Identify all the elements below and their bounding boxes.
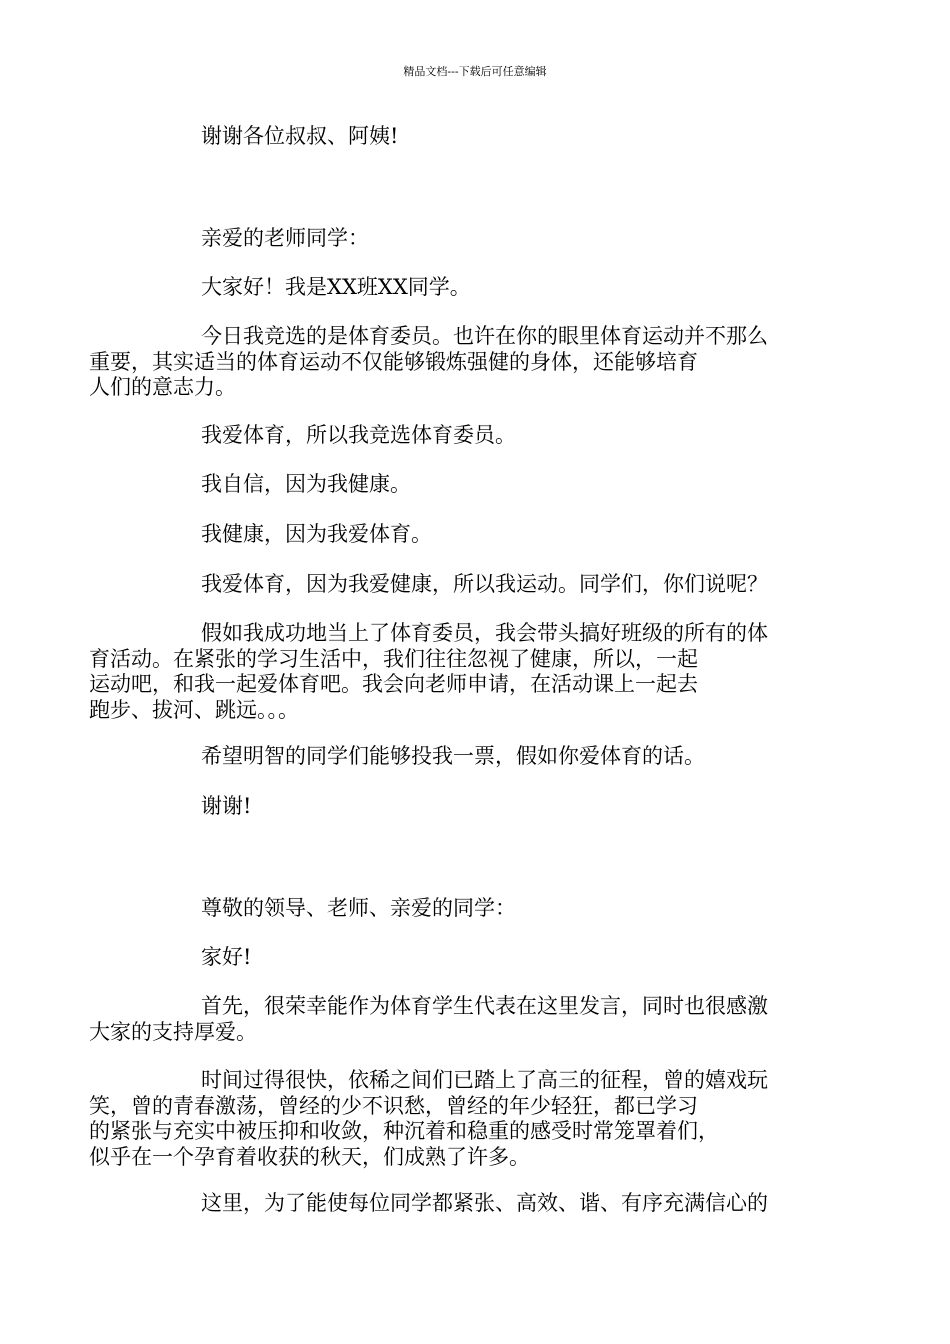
paragraph — [145, 423, 825, 449]
paragraph — [145, 896, 825, 922]
text-line: 似乎在一个孕育着收获的秋天，们成熟了许多。 — [89, 1144, 530, 1169]
paragraph — [145, 1191, 825, 1217]
text-line: 的紧张与充实中被压抑和收敛，种沉着和稳重的感受时常笼罩着们， — [89, 1119, 719, 1143]
paragraph — [89, 324, 825, 401]
paragraph — [145, 744, 825, 770]
text-line: 这里，为了能使每位同学都紧张、高效、谐、有序充满信心的 — [201, 1191, 768, 1215]
paragraph — [89, 994, 825, 1045]
text-line: 我健康，因为我爱体育。 — [201, 522, 432, 546]
paragraph — [145, 794, 825, 820]
text-line: 大家好！我是XX班XX同学。 — [201, 275, 471, 299]
paragraph — [89, 1068, 825, 1170]
text-line: 重要，其实适当的体育运动不仅能够锻炼强健的身体，还能够培育 — [89, 349, 698, 374]
text-line: 育活动。在紧张的学习生活中，我们往往忽视了健康，所以，一起 — [89, 646, 698, 671]
text-line: 今日我竞选的是体育委员。也许在你的眼里体育运动并不那么 — [201, 324, 768, 348]
paragraph — [145, 572, 825, 598]
text-line: 尊敬的领导、老师、亲爱的同学： — [201, 896, 516, 920]
text-line: 首先，很荣幸能作为体育学生代表在这里发言，同时也很感激 — [201, 994, 768, 1018]
text-line: 运动吧，和我一起爱体育吧。我会向老师申请，在活动课上一起去 — [89, 672, 698, 696]
paragraph — [145, 124, 825, 150]
page-header: 精品文档---下载后可任意编辑 — [403, 65, 547, 78]
text-line: 我爱体育，因为我爱健康，所以我运动。同学们，你们说呢？ — [201, 572, 768, 596]
paragraph — [145, 226, 825, 252]
paragraph — [145, 472, 825, 498]
text-line: 假如我成功地当上了体育委员，我会带头搞好班级的所有的体 — [201, 621, 768, 645]
paragraph — [89, 621, 825, 723]
text-line: 跑步、拔河、跳远。。。 — [89, 697, 299, 722]
text-line: 我爱体育，所以我竞选体育委员。 — [201, 423, 516, 447]
text-line: 笑，曾的青春激荡，曾经的少不识愁，曾经的年少轻狂，都已学习 — [89, 1093, 698, 1118]
text-line: 谢谢各位叔叔、阿姨! — [201, 124, 399, 148]
text-line: 我自信，因为我健康。 — [201, 472, 411, 496]
text-line: 家好! — [201, 945, 252, 969]
text-line: 大家的支持厚爱。 — [89, 1019, 257, 1044]
text-line: 谢谢! — [201, 794, 252, 818]
paragraph — [145, 945, 825, 971]
paragraph — [145, 275, 825, 301]
text-line: 人们的意志力。 — [89, 375, 236, 399]
text-line: 时间过得很快，依稀之间们已踏上了高三的征程，曾的嬉戏玩 — [201, 1068, 768, 1092]
paragraph — [145, 522, 825, 548]
text-line: 希望明智的同学们能够投我一票，假如你爱体育的话。 — [201, 744, 705, 768]
text-line: 亲爱的老师同学： — [201, 226, 369, 250]
